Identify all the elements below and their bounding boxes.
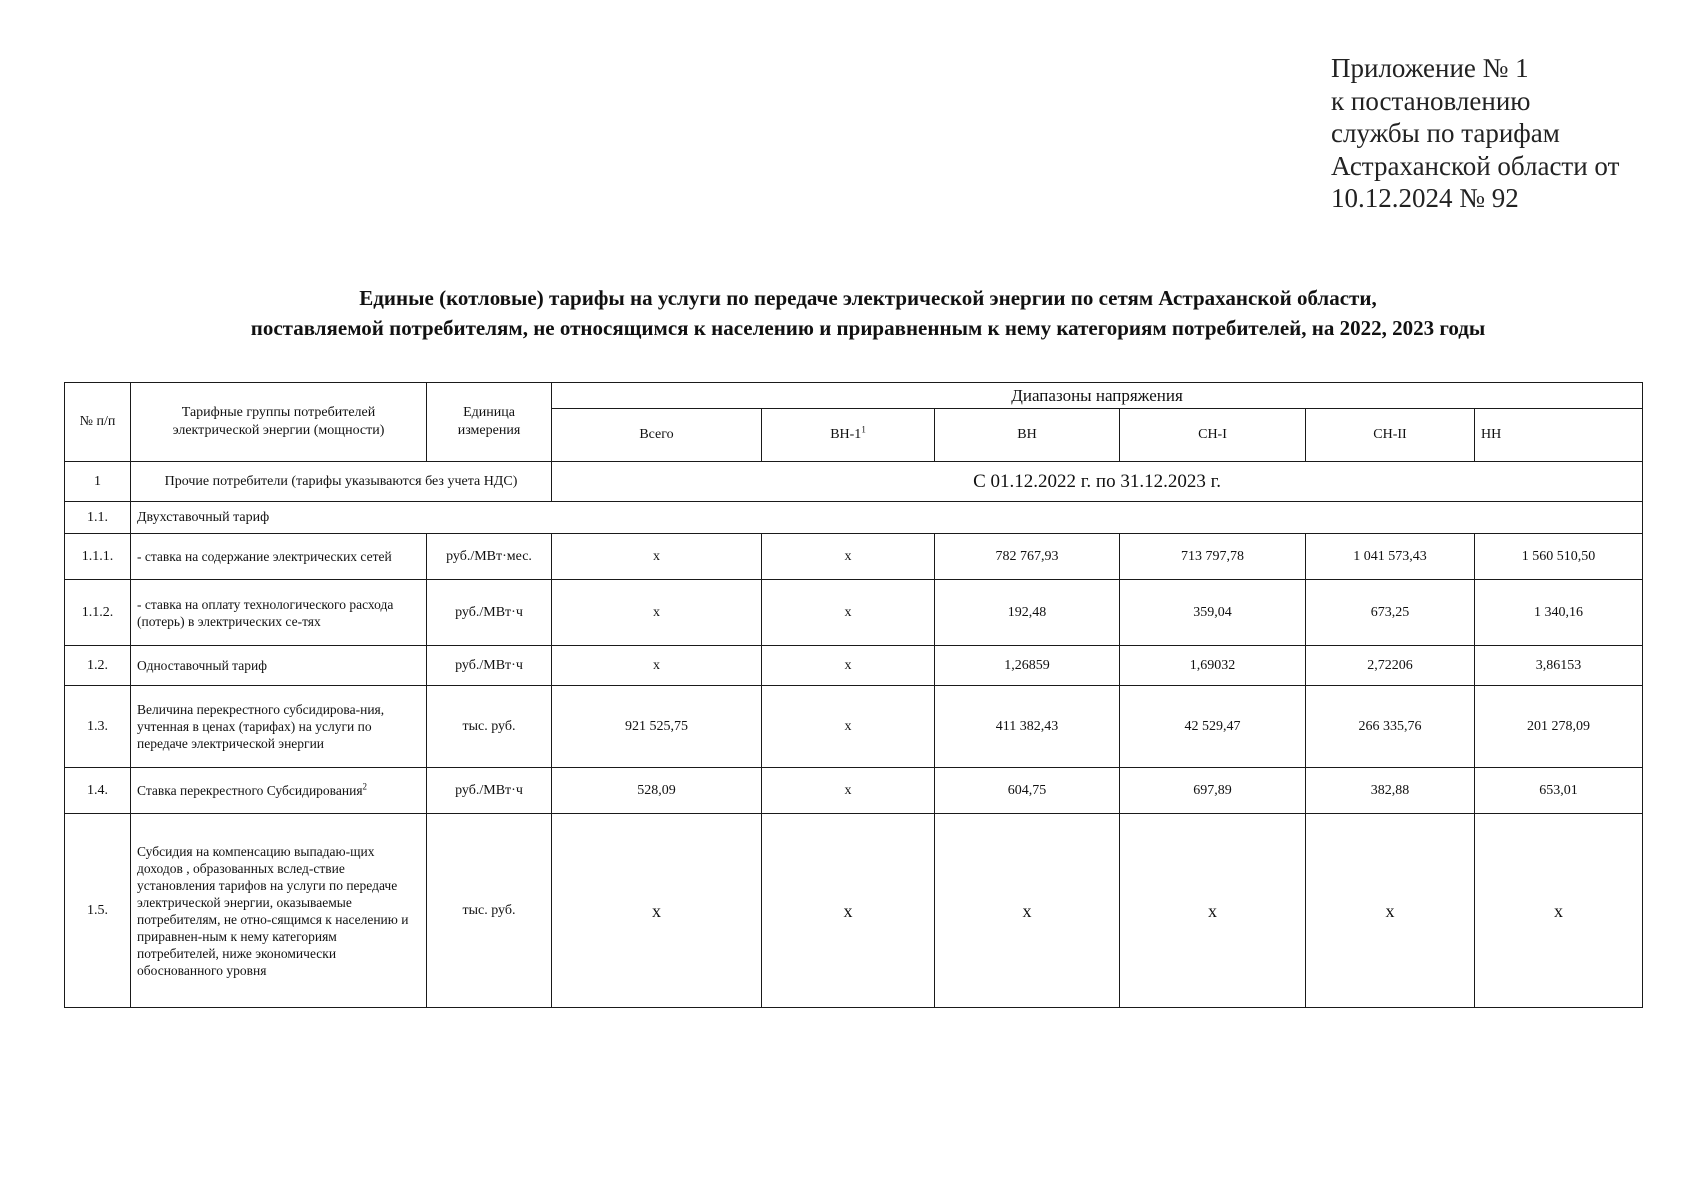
cell-vn1: х	[762, 580, 935, 646]
row-num: 1.4.	[65, 768, 131, 814]
header-num: № п/п	[65, 383, 131, 462]
table-row	[65, 646, 1643, 686]
cell-vn1: х	[762, 646, 935, 686]
table-row	[65, 580, 1643, 646]
table-row	[65, 502, 1643, 534]
title-line-2: поставляемой потребителям, не относящимся к населению и приравненным к нему категориям потребителей, на 2022, 2023 годы	[250, 316, 1486, 340]
cell-nn: 3,86153	[1475, 646, 1643, 686]
cell-nn: 201 278,09	[1475, 686, 1643, 768]
cell-sn2: 1 041 573,43	[1306, 534, 1475, 580]
cell-total: х	[552, 646, 762, 686]
cell-vn1: х	[762, 814, 935, 1008]
cell-total: 528,09	[552, 768, 762, 814]
cell-vn: х	[935, 814, 1120, 1008]
cell-vn1: х	[762, 534, 935, 580]
tariff-table	[64, 382, 1643, 1008]
table-row	[65, 686, 1643, 768]
table-row	[65, 814, 1643, 1008]
cell-nn: 653,01	[1475, 768, 1643, 814]
cell-vn: 1,26859	[935, 646, 1120, 686]
appendix-line: Астраханской области от	[1331, 150, 1620, 181]
document-title	[70, 283, 1666, 343]
cell-sn1: 359,04	[1120, 580, 1306, 646]
appendix-line: службы по тарифам	[1331, 118, 1560, 148]
cell-total: 921 525,75	[552, 686, 762, 768]
header-group: Тарифные группы потребителей электрической энергии (мощности)	[131, 383, 427, 462]
header-vn1-footnote: 1	[861, 424, 866, 435]
row-unit: руб./МВт·ч	[427, 646, 552, 686]
appendix-line: 10.12.2024 № 92	[1331, 183, 1519, 213]
cell-sn2: х	[1306, 814, 1475, 1008]
header-sn1: СН-I	[1120, 409, 1306, 462]
cell-vn: 192,48	[935, 580, 1120, 646]
cell-vn1: х	[762, 686, 935, 768]
row-group-name-text: Ставка перекрестного Субсидирования	[137, 783, 363, 798]
row-unit: руб./МВт·ч	[427, 580, 552, 646]
row-group-name: - ставка на содержание электрических сетей	[131, 534, 427, 580]
cell-sn1: х	[1120, 814, 1306, 1008]
row-num: 1	[65, 462, 131, 502]
cell-sn2: 382,88	[1306, 768, 1475, 814]
header-vn1-label: ВН-1	[830, 427, 862, 442]
row-group-name: Двухставочный тариф	[131, 502, 1643, 534]
row-group-name: - ставка на оплату технологического расхода (потерь) в электрических се-тях	[131, 580, 427, 646]
header-total: Всего	[552, 409, 762, 462]
appendix-line: к постановлению	[1331, 85, 1531, 116]
footnote-marker: 2	[362, 781, 368, 792]
appendix-block	[1331, 52, 1671, 215]
row-group-name: Прочие потребители (тарифы указываются без учета НДС)	[131, 462, 552, 502]
cell-vn: 411 382,43	[935, 686, 1120, 768]
cell-vn: 604,75	[935, 768, 1120, 814]
row-group-name: Одноставочный тариф	[131, 646, 427, 686]
cell-sn2: 673,25	[1306, 580, 1475, 646]
row-group-name	[131, 768, 427, 814]
cell-sn2: 2,72206	[1306, 646, 1475, 686]
cell-nn: 1 560 510,50	[1475, 534, 1643, 580]
header-ranges: Диапазоны напряжения	[552, 383, 1643, 409]
title-line-1: Единые (котловые) тарифы на услуги по передаче электрической энергии по сетям Астраханской области,	[359, 286, 1377, 310]
row-period: С 01.12.2022 г. по 31.12.2023 г.	[552, 462, 1643, 502]
row-unit: руб./МВт·ч	[427, 768, 552, 814]
cell-total: х	[552, 534, 762, 580]
header-nn: НН	[1475, 409, 1643, 462]
row-unit: тыс. руб.	[427, 814, 552, 1008]
cell-total: х	[552, 580, 762, 646]
appendix-line: Приложение № 1	[1331, 53, 1529, 83]
cell-sn2: 266 335,76	[1306, 686, 1475, 768]
header-vn1	[762, 409, 935, 462]
row-num: 1.5.	[65, 814, 131, 1008]
row-num: 1.3.	[65, 686, 131, 768]
cell-vn: 782 767,93	[935, 534, 1120, 580]
row-num: 1.1.	[65, 502, 131, 534]
table-row	[65, 462, 1643, 502]
row-num: 1.1.2.	[65, 580, 131, 646]
row-num: 1.1.1.	[65, 534, 131, 580]
cell-sn1: 1,69032	[1120, 646, 1306, 686]
table-row	[65, 768, 1643, 814]
cell-nn: 1 340,16	[1475, 580, 1643, 646]
row-group-name: Величина перекрестного субсидирова-ния, учтенная в ценах (тарифах) на услуги по передаче электрической энергии	[131, 686, 427, 768]
row-unit: руб./МВт·мес.	[427, 534, 552, 580]
cell-sn1: 42 529,47	[1120, 686, 1306, 768]
row-num: 1.2.	[65, 646, 131, 686]
header-unit: Единица измерения	[427, 383, 552, 462]
header-sn2: СН-II	[1306, 409, 1475, 462]
row-group-name: Субсидия на компенсацию выпадаю-щих доходов , образованных вслед-ствие установления тарифов на услуги по передаче электрической энергии, оказываемые потребителям, не отно-сящимся к населению и приравнен-ным к нему категориям потребителей, ниже экономически обоснованного уровня	[131, 814, 427, 1008]
cell-vn1: х	[762, 768, 935, 814]
cell-total: х	[552, 814, 762, 1008]
header-row-top	[65, 383, 1643, 409]
header-vn: ВН	[935, 409, 1120, 462]
cell-nn: х	[1475, 814, 1643, 1008]
cell-sn1: 697,89	[1120, 768, 1306, 814]
row-unit: тыс. руб.	[427, 686, 552, 768]
table-row	[65, 534, 1643, 580]
cell-sn1: 713 797,78	[1120, 534, 1306, 580]
